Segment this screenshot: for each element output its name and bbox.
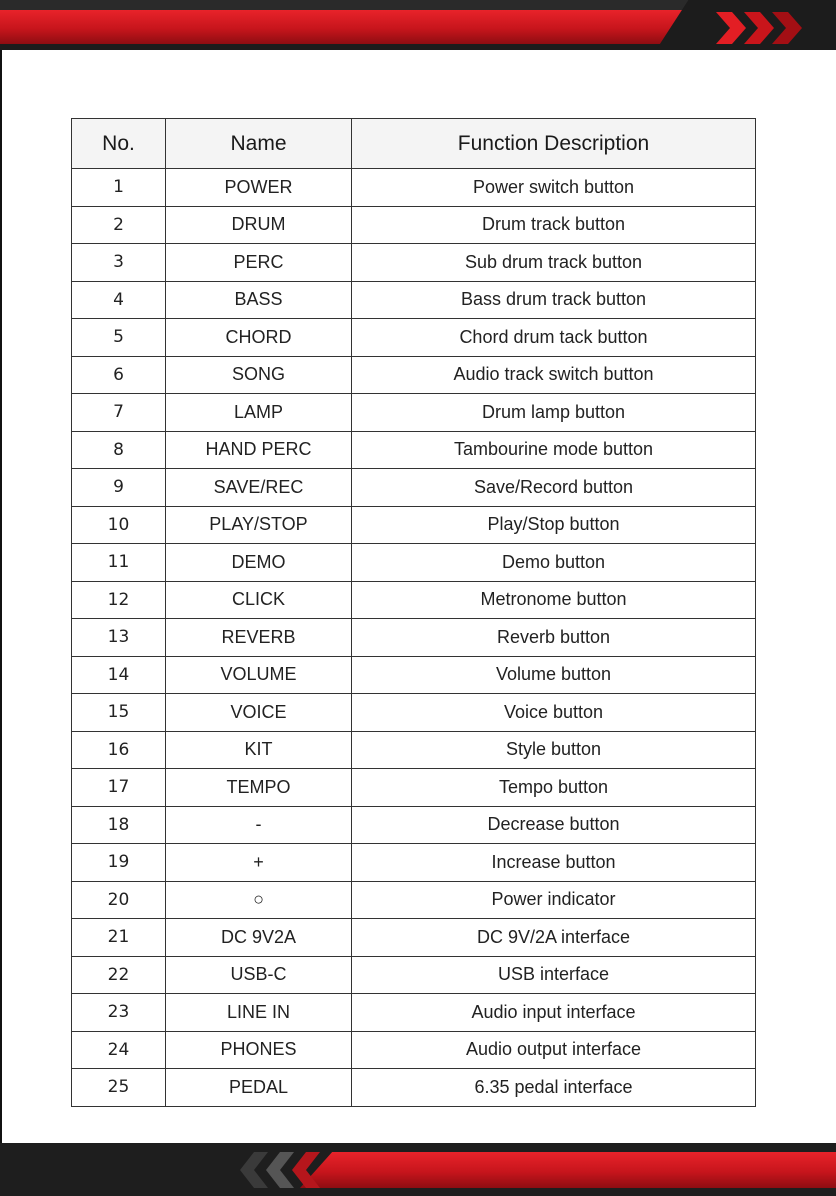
- cell-description: Audio input interface: [352, 994, 756, 1032]
- table-row: [72, 919, 756, 957]
- cell-name: VOICE: [166, 694, 352, 732]
- header-no: No.: [72, 119, 166, 169]
- table-row: [72, 281, 756, 319]
- header-name: Name: [166, 119, 352, 169]
- cell-no: 25: [72, 1069, 166, 1107]
- cell-name: DEMO: [166, 544, 352, 582]
- cell-name: LAMP: [166, 394, 352, 432]
- table-row: [72, 431, 756, 469]
- table-row: [72, 581, 756, 619]
- cell-no: 7: [72, 394, 166, 432]
- table-row: [72, 619, 756, 657]
- cell-no: 21: [72, 919, 166, 957]
- table-row: [72, 319, 756, 357]
- cell-description: Volume button: [352, 656, 756, 694]
- cell-no: 11: [72, 544, 166, 582]
- cell-no: 22: [72, 956, 166, 994]
- cell-name: USB-C: [166, 956, 352, 994]
- cell-name: HAND PERC: [166, 431, 352, 469]
- cell-no: 9: [72, 469, 166, 507]
- table-row: [72, 694, 756, 732]
- cell-no: 6: [72, 356, 166, 394]
- table-row: [72, 769, 756, 807]
- cell-no: 13: [72, 619, 166, 657]
- cell-name: +: [166, 844, 352, 882]
- cell-name: LINE IN: [166, 994, 352, 1032]
- cell-no: 15: [72, 694, 166, 732]
- cell-no: 20: [72, 881, 166, 919]
- cell-description: USB interface: [352, 956, 756, 994]
- table-row: [72, 469, 756, 507]
- cell-name: POWER: [166, 169, 352, 207]
- table-row: [72, 844, 756, 882]
- banner-red-band: [300, 1152, 836, 1188]
- cell-name: PLAY/STOP: [166, 506, 352, 544]
- cell-description: Power indicator: [352, 881, 756, 919]
- cell-name: TEMPO: [166, 769, 352, 807]
- cell-name: SAVE/REC: [166, 469, 352, 507]
- cell-description: DC 9V/2A interface: [352, 919, 756, 957]
- cell-no: 3: [72, 244, 166, 282]
- cell-no: 16: [72, 731, 166, 769]
- header-description: Function Description: [352, 119, 756, 169]
- table-row: [72, 994, 756, 1032]
- cell-name: VOLUME: [166, 656, 352, 694]
- cell-name: PHONES: [166, 1031, 352, 1069]
- cell-no: 2: [72, 206, 166, 244]
- cell-no: 5: [72, 319, 166, 357]
- bottom-banner: [0, 1143, 836, 1196]
- cell-description: Reverb button: [352, 619, 756, 657]
- table-row: [72, 169, 756, 207]
- cell-description: Audio output interface: [352, 1031, 756, 1069]
- cell-name: ○: [166, 881, 352, 919]
- cell-name: REVERB: [166, 619, 352, 657]
- cell-description: Demo button: [352, 544, 756, 582]
- cell-description: Drum track button: [352, 206, 756, 244]
- cell-description: 6.35 pedal interface: [352, 1069, 756, 1107]
- cell-name: -: [166, 806, 352, 844]
- cell-description: Audio track switch button: [352, 356, 756, 394]
- cell-description: Decrease button: [352, 806, 756, 844]
- cell-no: 17: [72, 769, 166, 807]
- table-row: [72, 1069, 756, 1107]
- cell-description: Metronome button: [352, 581, 756, 619]
- cell-name: KIT: [166, 731, 352, 769]
- top-banner: [0, 0, 836, 50]
- cell-no: 14: [72, 656, 166, 694]
- table-row: [72, 731, 756, 769]
- cell-description: Save/Record button: [352, 469, 756, 507]
- cell-no: 18: [72, 806, 166, 844]
- cell-description: Tempo button: [352, 769, 756, 807]
- table-row: [72, 1031, 756, 1069]
- cell-name: PEDAL: [166, 1069, 352, 1107]
- table-row: [72, 244, 756, 282]
- cell-no: 10: [72, 506, 166, 544]
- cell-no: 19: [72, 844, 166, 882]
- cell-description: Chord drum tack button: [352, 319, 756, 357]
- page-left-edge: [0, 50, 2, 1145]
- cell-name: DRUM: [166, 206, 352, 244]
- cell-name: BASS: [166, 281, 352, 319]
- chevron-left-icon: [200, 1143, 340, 1196]
- table-row: [72, 806, 756, 844]
- table-row: [72, 881, 756, 919]
- table-row: [72, 544, 756, 582]
- cell-name: SONG: [166, 356, 352, 394]
- table-row: [72, 656, 756, 694]
- cell-name: CLICK: [166, 581, 352, 619]
- cell-description: Voice button: [352, 694, 756, 732]
- cell-description: Drum lamp button: [352, 394, 756, 432]
- cell-no: 8: [72, 431, 166, 469]
- cell-description: Power switch button: [352, 169, 756, 207]
- cell-description: Sub drum track button: [352, 244, 756, 282]
- function-table: [71, 118, 756, 1107]
- table-row: [72, 394, 756, 432]
- chevron-right-icon: [656, 0, 836, 50]
- cell-description: Tambourine mode button: [352, 431, 756, 469]
- cell-no: 24: [72, 1031, 166, 1069]
- table-row: [72, 956, 756, 994]
- cell-name: CHORD: [166, 319, 352, 357]
- table-header-row: [72, 119, 756, 169]
- cell-description: Bass drum track button: [352, 281, 756, 319]
- cell-no: 4: [72, 281, 166, 319]
- cell-name: PERC: [166, 244, 352, 282]
- cell-name: DC 9V2A: [166, 919, 352, 957]
- table-row: [72, 506, 756, 544]
- table-row: [72, 206, 756, 244]
- cell-description: Increase button: [352, 844, 756, 882]
- cell-description: Play/Stop button: [352, 506, 756, 544]
- cell-description: Style button: [352, 731, 756, 769]
- table-row: [72, 356, 756, 394]
- cell-no: 23: [72, 994, 166, 1032]
- cell-no: 12: [72, 581, 166, 619]
- cell-no: 1: [72, 169, 166, 207]
